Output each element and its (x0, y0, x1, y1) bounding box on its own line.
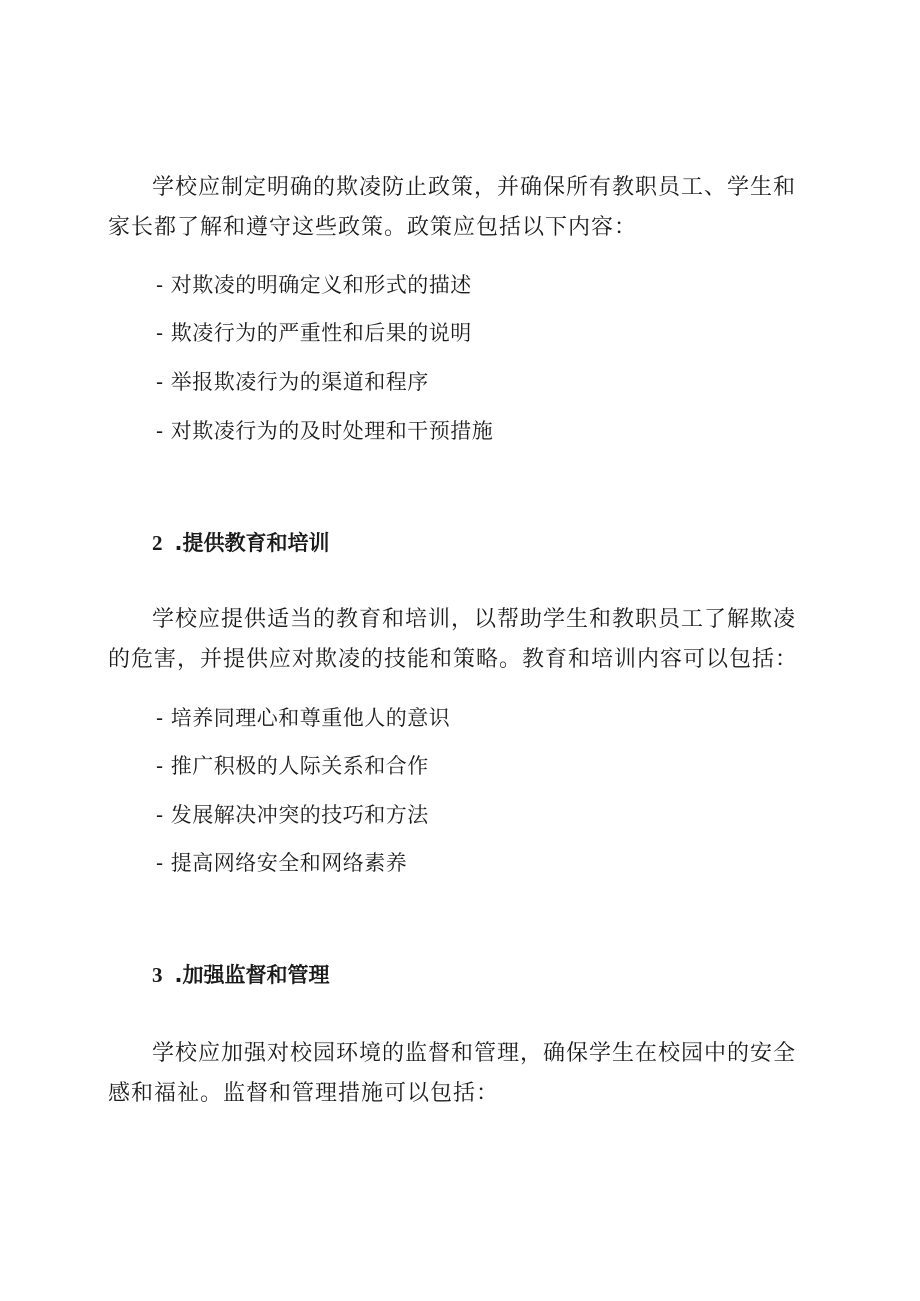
section1-list-item: - 对欺凌的明确定义和形式的描述 (156, 273, 472, 297)
section3-number: 3 (152, 963, 163, 987)
section2-heading (152, 528, 329, 558)
section3-heading (152, 960, 329, 990)
section3-title: .加强监督和管理 (174, 963, 330, 987)
section1-list-item: - 举报欺凌行为的渠道和程序 (156, 370, 429, 394)
section2-list-item: - 培养同理心和尊重他人的意识 (156, 706, 451, 730)
section2-list-item: - 推广积极的人际关系和合作 (156, 754, 429, 778)
section2-title: .提供教育和培训 (174, 531, 330, 555)
section2-list-item: - 发展解决冲突的技巧和方法 (156, 803, 429, 827)
section3-intro: 学校应加强对校园环境的监督和管理，确保学生在校园中的安全感和福祉。监督和管理措施可以包括： (108, 1041, 797, 1106)
section1-intro: 学校应制定明确的欺凌防止政策，并确保所有教职员工、学生和家长都了解和遵守这些政策。政策应包括以下内容： (108, 175, 797, 240)
section2-number: 2 (152, 531, 163, 555)
section1-list-item: - 欺凌行为的严重性和后果的说明 (156, 321, 472, 345)
section2-intro: 学校应提供适当的教育和培训，以帮助学生和教职员工了解欺凌的危害，并提供应对欺凌的技能和策略。教育和培训内容可以包括： (108, 607, 799, 672)
section2-list-item: - 提高网络安全和网络素养 (156, 851, 408, 875)
section1-list-item: - 对欺凌行为的及时处理和干预措施 (156, 419, 494, 443)
